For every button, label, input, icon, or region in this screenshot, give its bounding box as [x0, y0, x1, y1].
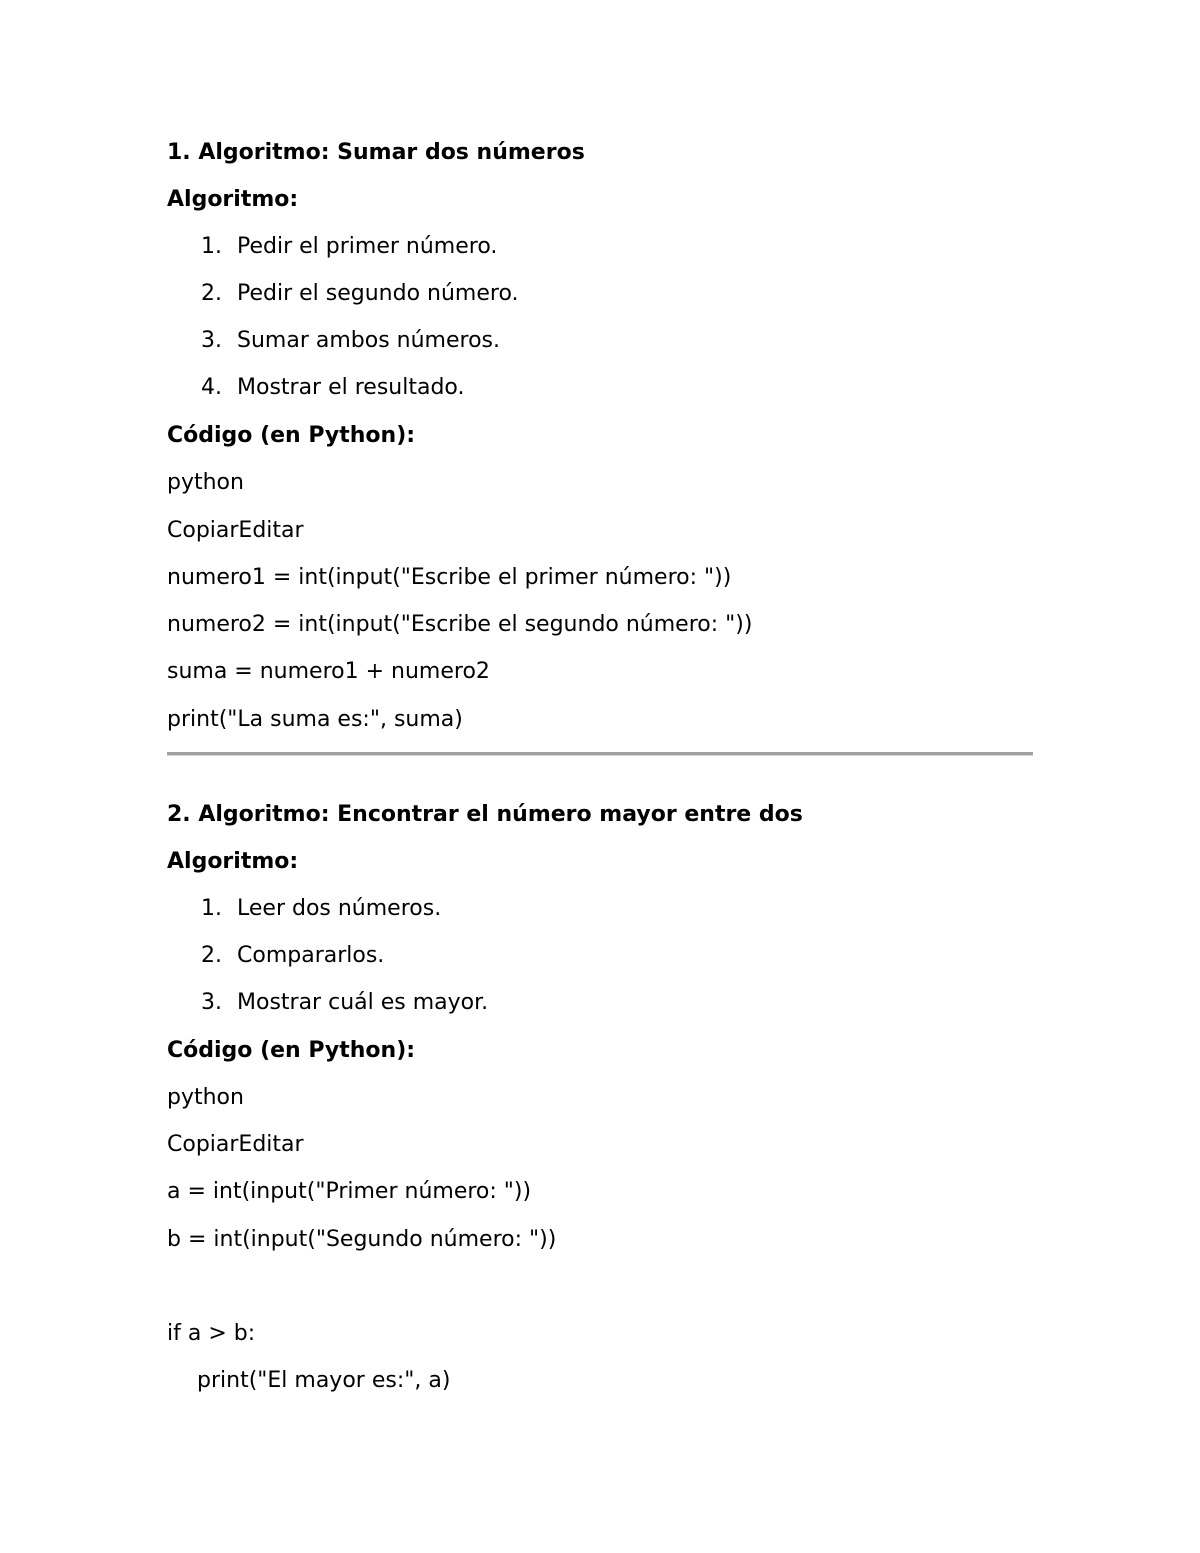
list-item-number: 2.	[201, 281, 222, 306]
list-item: Pedir el segundo número.	[237, 281, 519, 306]
section-1-copy-edit-link: CopiarEditar	[167, 518, 304, 543]
list-item-number: 2.	[201, 943, 222, 968]
code-line: if a > b:	[167, 1321, 256, 1346]
code-line: numero2 = int(input("Escribe el segundo número: "))	[167, 612, 753, 637]
code-line: print("El mayor es:", a)	[197, 1368, 451, 1393]
list-item: Leer dos números.	[237, 896, 442, 921]
list-item-number: 1.	[201, 896, 222, 921]
code-line: print("La suma es:", suma)	[167, 707, 463, 732]
section-1-heading: 1. Algoritmo: Sumar dos números	[167, 140, 585, 165]
list-item-number: 3.	[201, 990, 222, 1015]
list-item: Mostrar el resultado.	[237, 375, 465, 400]
code-line: numero1 = int(input("Escribe el primer número: "))	[167, 565, 732, 590]
list-item: Sumar ambos números.	[237, 328, 500, 353]
list-item: Compararlos.	[237, 943, 385, 968]
section-1-algorithm-label: Algoritmo:	[167, 187, 299, 212]
section-2-algorithm-label: Algoritmo:	[167, 849, 299, 874]
horizontal-divider	[167, 752, 1033, 756]
list-item-number: 4.	[201, 375, 222, 400]
section-1-code-language: python	[167, 470, 244, 495]
code-line: b = int(input("Segundo número: "))	[167, 1227, 557, 1252]
code-line: suma = numero1 + numero2	[167, 659, 490, 684]
section-2-code-language: python	[167, 1085, 244, 1110]
list-item: Pedir el primer número.	[237, 234, 498, 259]
section-2-code-label: Código (en Python):	[167, 1038, 416, 1063]
code-line: a = int(input("Primer número: "))	[167, 1179, 532, 1204]
section-2-heading: 2. Algoritmo: Encontrar el número mayor entre dos	[167, 802, 803, 827]
list-item-number: 1.	[201, 234, 222, 259]
list-item: Mostrar cuál es mayor.	[237, 990, 489, 1015]
section-2-copy-edit-link: CopiarEditar	[167, 1132, 304, 1157]
section-1-code-label: Código (en Python):	[167, 423, 416, 448]
list-item-number: 3.	[201, 328, 222, 353]
